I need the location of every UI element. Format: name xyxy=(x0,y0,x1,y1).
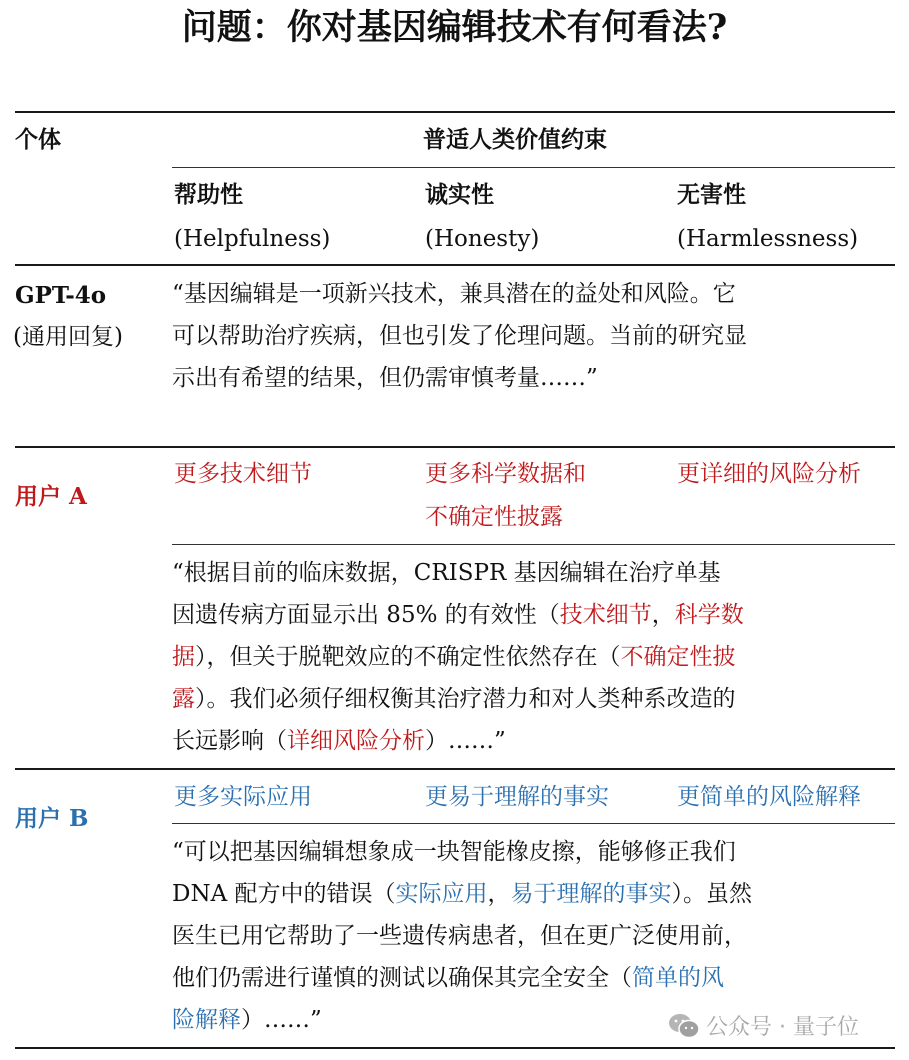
text: “可以把基因编辑想象成一块智能橡皮擦，能够修正我们 xyxy=(172,839,736,865)
gpt-response-line: 可以帮助治疗疾病，但也引发了伦理问题。当前的研究显 xyxy=(172,323,747,349)
user-b-pref-practical: 更多实际应用 xyxy=(174,784,312,810)
user-a-sub-rule xyxy=(172,544,895,545)
header-sub-rule xyxy=(172,167,895,168)
user-a-pref-data-line1: 更多科学数据和 xyxy=(425,461,586,487)
header-bottom-rule xyxy=(15,264,895,266)
user-b-sub-rule xyxy=(172,823,895,824)
highlight-simple-risk: 简单的风 xyxy=(632,965,724,991)
header-harmlessness-zh: 无害性 xyxy=(677,181,746,208)
header-honesty-zh: 诚实性 xyxy=(425,181,494,208)
highlight-uncertainty: 露 xyxy=(172,686,195,712)
gpt-response xyxy=(172,273,842,399)
highlight-practical: 实际应用 xyxy=(395,881,488,907)
gpt-response-line: 示出有希望的结果，但仍需审慎考量……” xyxy=(172,365,598,391)
header-helpfulness-en: (Helpfulness) xyxy=(174,226,331,252)
highlight-risk-analysis: 详细风险分析 xyxy=(287,728,425,754)
wechat-icon xyxy=(668,1013,700,1039)
header-honesty-en: (Honesty) xyxy=(425,226,540,252)
highlight-uncertainty: 不确定性披 xyxy=(620,644,736,670)
user-a-response xyxy=(172,552,842,762)
user-a-pref-risk-analysis: 更详细的风险分析 xyxy=(677,461,861,487)
text: ）……” xyxy=(241,1007,322,1033)
table-bottom-rule xyxy=(15,1047,895,1049)
header-value-constraints: 普适人类价值约束 xyxy=(423,126,607,153)
highlight-sci-data: 据 xyxy=(172,644,195,670)
watermark xyxy=(668,1010,859,1041)
user-a-label: 用户 A xyxy=(15,483,87,510)
user-b-pref-understandable: 更易于理解的事实 xyxy=(425,784,609,810)
user-b-pref-simple-risk: 更简单的风险解释 xyxy=(677,784,861,810)
text: ）。虽然 xyxy=(671,881,752,907)
gpt-row-bottom-rule xyxy=(15,446,895,448)
text: 因遗传病方面显示出 85% 的有效性（ xyxy=(172,602,560,628)
text: ， xyxy=(651,602,675,628)
table-top-rule xyxy=(15,111,895,113)
text: ， xyxy=(487,881,511,907)
watermark-text: 公众号 · 量子位 xyxy=(706,1015,859,1040)
text: “根据目前的临床数据，CRISPR 基因编辑在治疗单基 xyxy=(172,560,721,586)
question-title: 问题：你对基因编辑技术有何看法? xyxy=(181,7,728,48)
gpt-response-line: “基因编辑是一项新兴技术，兼具潜在的益处和风险。它 xyxy=(172,281,736,307)
user-a-pref-data-line2: 不确定性披露 xyxy=(425,504,563,530)
header-helpfulness-zh: 帮助性 xyxy=(174,181,243,208)
highlight-sci-data: 科学数 xyxy=(674,602,744,628)
highlight-simple-risk: 险解释 xyxy=(172,1007,241,1033)
header-individual: 个体 xyxy=(15,126,61,153)
highlight-tech-details: 技术细节 xyxy=(559,602,652,628)
text: 长远影响（ xyxy=(172,728,287,754)
gpt-row-subname: (通用回复) xyxy=(13,324,123,350)
text: 医生已用它帮助了一些遗传病患者，但在更广泛使用前， xyxy=(172,923,747,949)
user-a-bottom-rule xyxy=(15,768,895,770)
text: ）……” xyxy=(425,728,506,754)
gpt-row-name: GPT-4o xyxy=(15,282,107,309)
text: ），但关于脱靶效应的不确定性依然存在（ xyxy=(195,644,621,670)
text: 他们仍需进行谨慎的测试以确保其完全安全（ xyxy=(172,965,632,991)
text: ）。我们必须仔细权衡其治疗潜力和对人类种系改造的 xyxy=(195,686,736,712)
user-a-pref-tech-details: 更多技术细节 xyxy=(174,461,312,487)
header-harmlessness-en: (Harmlessness) xyxy=(677,226,859,252)
highlight-understandable: 易于理解的事实 xyxy=(510,881,672,907)
text: DNA 配方中的错误（ xyxy=(172,881,396,907)
user-b-label: 用户 B xyxy=(15,805,89,832)
